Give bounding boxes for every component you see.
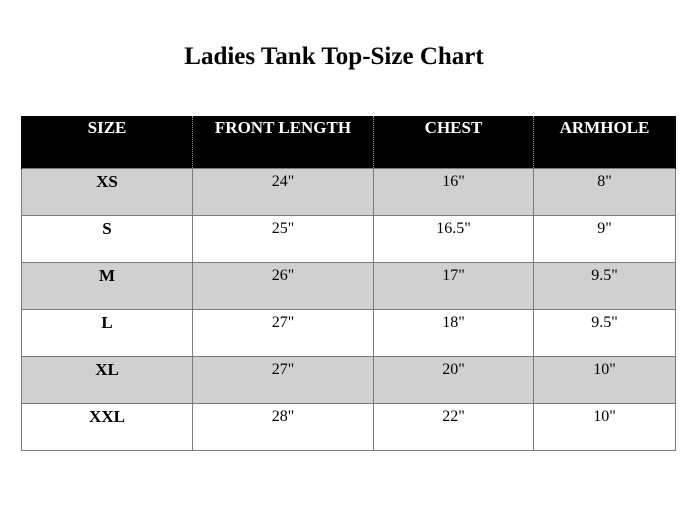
- chest-cell: 18": [374, 309, 534, 356]
- armhole-cell: 9": [534, 215, 676, 262]
- armhole-cell: 10": [534, 356, 676, 403]
- table-row: [22, 309, 676, 356]
- armhole-cell: 9.5": [534, 309, 676, 356]
- size-cell: XL: [22, 356, 193, 403]
- front-length-cell: 25": [193, 215, 374, 262]
- size-cell: L: [22, 309, 193, 356]
- table-row: [22, 356, 676, 403]
- page-title: Ladies Tank Top-Size Chart: [184, 43, 484, 70]
- table-row: [22, 262, 676, 309]
- table-row: [22, 168, 676, 215]
- front-length-cell: 24": [193, 168, 374, 215]
- header-chest: CHEST: [374, 116, 534, 168]
- front-length-cell: 27": [193, 309, 374, 356]
- front-length-cell: 26": [193, 262, 374, 309]
- header-armhole: ARMHOLE: [534, 116, 676, 168]
- chest-cell: 20": [374, 356, 534, 403]
- chest-cell: 22": [374, 403, 534, 450]
- chest-cell: 17": [374, 262, 534, 309]
- header-size: SIZE: [22, 116, 193, 168]
- armhole-cell: 10": [534, 403, 676, 450]
- chest-cell: 16.5": [374, 215, 534, 262]
- size-cell: S: [22, 215, 193, 262]
- armhole-cell: 8": [534, 168, 676, 215]
- front-length-cell: 28": [193, 403, 374, 450]
- chest-cell: 16": [374, 168, 534, 215]
- armhole-cell: 9.5": [534, 262, 676, 309]
- table-row: [22, 403, 676, 450]
- table-header-row: [22, 116, 676, 168]
- size-cell: XXL: [22, 403, 193, 450]
- front-length-cell: 27": [193, 356, 374, 403]
- size-cell: XS: [22, 168, 193, 215]
- size-chart-table: [21, 116, 676, 451]
- header-front-length: FRONT LENGTH: [193, 116, 374, 168]
- size-cell: M: [22, 262, 193, 309]
- table-row: [22, 215, 676, 262]
